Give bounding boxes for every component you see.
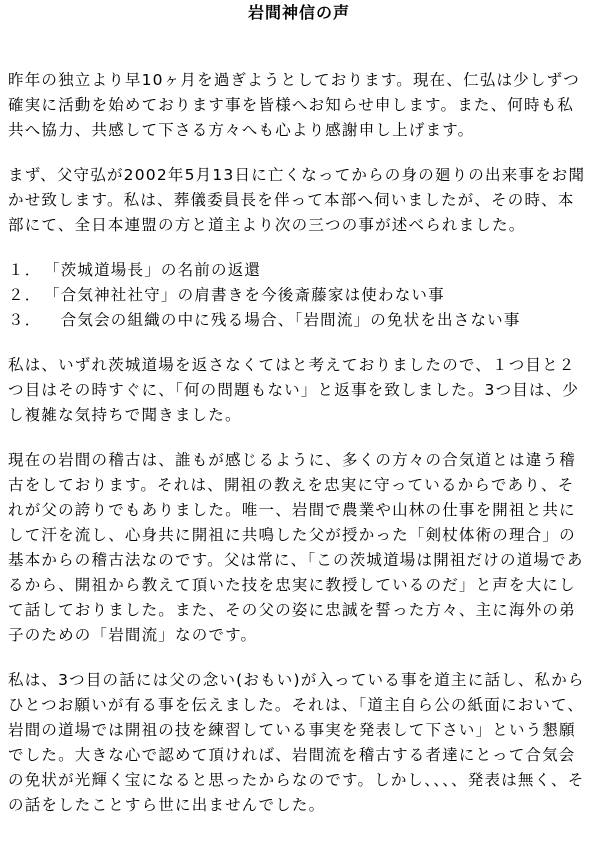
list-item-text: 「茨城道場長」の名前の返還	[44, 261, 262, 279]
list-item-number: ２．	[8, 286, 42, 304]
numbered-list	[8, 258, 590, 333]
paragraph-request: 私は、3つ目の話には父の念い(おもい)が入っている事を道主に話し、私からひとつお願いが有る事を伝えました。それは、「道主自ら公の紙面において、岩間の道場では開祖の技を練習している事実を発表して下さい」という懇願でした。大きな心で認めて頂ければ、岩間流を稽古する者達にとって合気会の免状が光輝く宝になると思ったからなのです。しかし、、、、発表は無く、その話をしたことすら世に出ませんでした。	[8, 671, 585, 814]
list-item-text: 「合気神社社守」の肩書きを今後斎藤家は使わない事	[44, 286, 445, 304]
paragraph-events: まず、父守弘が2002年5月13日に亡くなってからの身の廻りの出来事をお聞かせ致します。私は、葬儀委員長を伴って本部へ伺いましたが、その時、本部にて、全日本連盟の方と道主より次の三つの事が述べられました。	[8, 166, 586, 234]
paragraph-intro: 昨年の独立より早10ヶ月を過ぎようとしております。現在、仁弘は少しずつ確実に活動を始めております事を皆様へお知らせ申します。また、何時も私共へ協力、共感して下さる方々へも心より感謝申し上げます。	[8, 71, 580, 139]
list-item	[8, 258, 590, 283]
paragraph-iwama-practice: 現在の岩間の稽古は、誰もが感じるように、多くの方々の合気道とは違う稽古をしております。それは、開祖の教えを忠実に守っているからであり、それが父の誇りでもありました。唯一、岩間で農業や山林の仕事を開祖と共にして汗を流し、心身共に開祖に共鳴した父が授かった「剣杖体術の理合」の基本からの稽古法なのです。父は常に、「この茨城道場は開祖だけの道場であるから、開祖から教えて頂いた技を忠実に教授しているのだ」と声を大にして話しておりました。また、その父の姿に忠誠を誓った方々、主に海外の弟子のための「岩間流」なのです。	[8, 451, 584, 644]
spacer	[8, 333, 590, 353]
spacer	[8, 238, 590, 258]
list-item-number: ３．	[8, 311, 42, 329]
list-item-number: １．	[8, 261, 42, 279]
list-item	[8, 308, 590, 333]
document-title: 岩間神信の声	[247, 3, 350, 22]
list-item	[8, 283, 590, 308]
list-item-text: 合気会の組織の中に残る場合、「岩間流」の免状を出さない事	[44, 311, 521, 329]
paragraph-response: 私は、いずれ茨城道場を返さなくてはと考えておりましたので、１つ目と２つ目はその時すぐに、「何の問題もない」と返事を致しました。3つ目は、少し複雑な気持ちで聞きました。	[8, 356, 580, 424]
spacer	[8, 24, 590, 68]
